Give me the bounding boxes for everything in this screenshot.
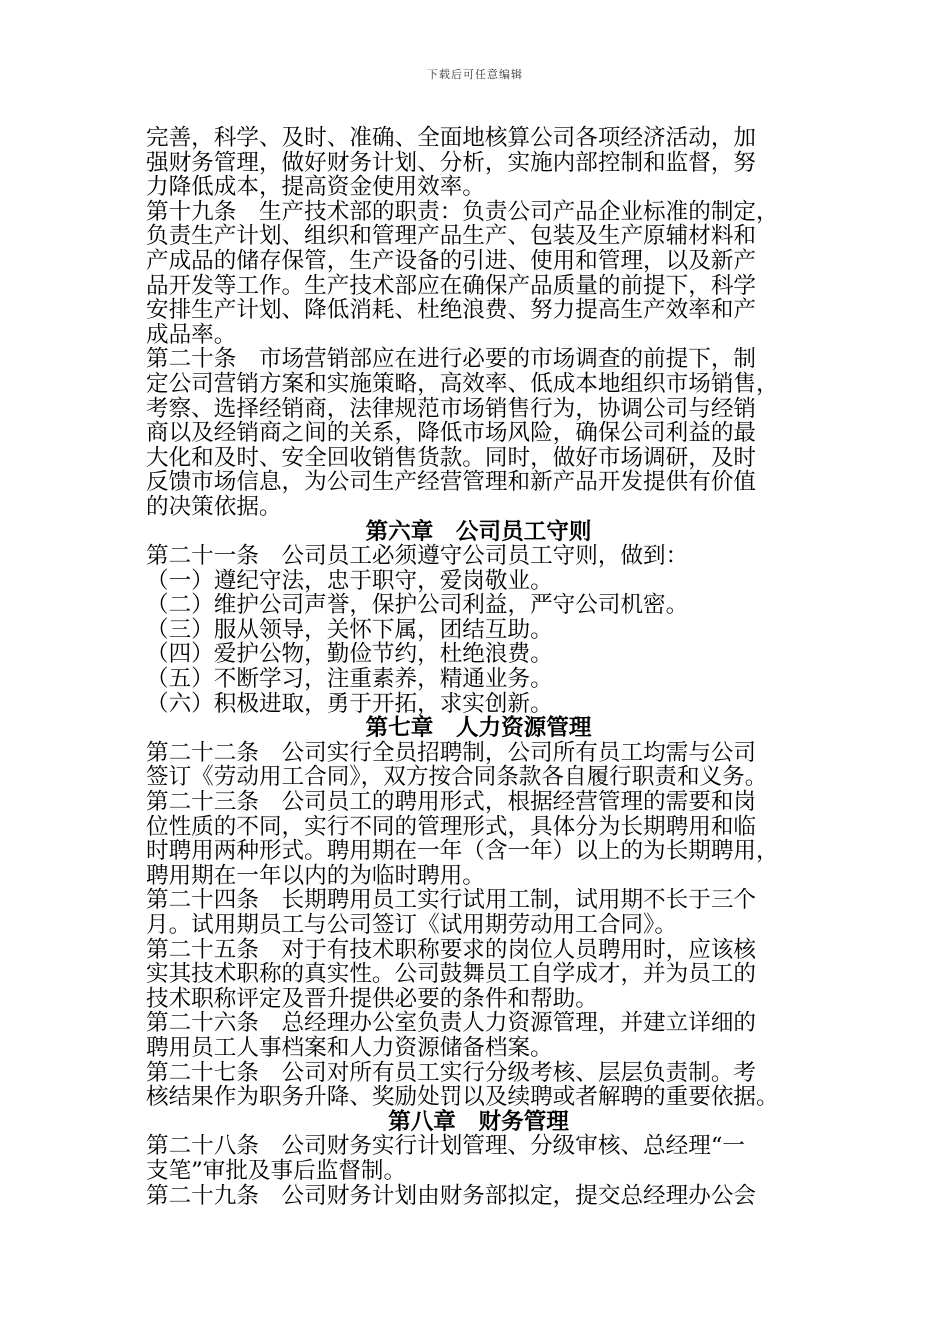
- chapter-heading: 第七章 人力资源管理: [365, 715, 592, 742]
- text-line: 第二十六条 总经理办公室负责人力资源管理，并建立详细的: [146, 1010, 757, 1037]
- document-body: [146, 126, 811, 1208]
- text-line: 位性质的不同，实行不同的管理形式，具体分为长期聘用和临: [146, 813, 757, 840]
- text-line: 第二十九条 公司财务计划由财务部拟定，提交总经理办公会: [146, 1182, 757, 1209]
- text-line: 定公司营销方案和实施策略，高效率、低成本地组织市场销售，: [146, 370, 779, 397]
- text-line: 安排生产计划、降低消耗、杜绝浪费、努力提高生产效率和产: [146, 297, 757, 324]
- text-line: 时聘用两种形式。聘用期在一年（含一年）以上的为长期聘用，: [146, 838, 779, 865]
- text-line: 第二十七条 公司对所有员工实行分级考核、层层负责制。考: [146, 1059, 757, 1086]
- text-line: 核结果作为职务升降、奖励处罚以及续聘或者解聘的重要依据。: [146, 1084, 779, 1111]
- text-line: 第十九条 生产技术部的职责：负责公司产品企业标准的制定，: [146, 198, 779, 225]
- text-line: 考察、选择经销商，法律规范市场销售行为，协调公司与经销: [146, 395, 757, 422]
- text-line: 成品率。: [146, 321, 237, 348]
- text-line: 第二十条 市场营销部应在进行必要的市场调查的前提下，制: [146, 346, 757, 373]
- text-line: 负责生产计划、组织和管理产品生产、包装及生产原辅材料和: [146, 223, 757, 250]
- text-line: 第二十一条 公司员工必须遵守公司员工守则，做到：: [146, 543, 689, 570]
- text-line: （六）积极进取，勇于开拓，求实创新。: [146, 690, 553, 717]
- text-line: 第二十四条 长期聘用员工实行试用工制，试用期不长于三个: [146, 887, 757, 914]
- text-line: 的决策依据。: [146, 493, 282, 520]
- text-line: 月。试用期员工与公司签订《试用期劳动用工合同》。: [146, 912, 677, 938]
- text-line: （五）不断学习，注重素养，精通业务。: [146, 666, 553, 693]
- text-line: 商以及经销商之间的关系，降低市场风险，确保公司利益的最: [146, 420, 757, 447]
- text-line: 第二十二条 公司实行全员招聘制，公司所有员工均需与公司: [146, 739, 757, 766]
- text-line: 第二十八条 公司财务实行计划管理、分级审核、总经理“一: [146, 1133, 745, 1160]
- text-line: 支笔”审批及事后监督制。: [146, 1157, 407, 1184]
- text-line: （三）服从领导，关怀下属，团结互助。: [146, 616, 553, 643]
- text-line: 产成品的储存保管，生产设备的引进、使用和管理，以及新产: [146, 247, 757, 274]
- text-line: （一）遵纪守法，忠于职守，爱岗敬业。: [146, 567, 553, 594]
- header-note: 下载后可任意编辑: [427, 68, 523, 81]
- text-line: 聘用员工人事档案和人力资源储备档案。: [146, 1034, 553, 1061]
- text-line: 聘用期在一年以内的为临时聘用。: [146, 862, 485, 889]
- text-line: 品开发等工作。生产技术部应在确保产品质量的前提下，科学: [146, 272, 757, 299]
- text-line: 强财务管理，做好财务计划、分析，实施内部控制和监督，努: [146, 149, 757, 176]
- text-line: 完善，科学、及时、准确、全面地核算公司各项经济活动，加: [146, 125, 757, 151]
- text-line: 实其技术职称的真实性。公司鼓舞员工自学成才，并为员工的: [146, 961, 757, 988]
- chapter-heading: 第六章 公司员工守则: [365, 518, 592, 545]
- text-line: 第二十五条 对于有技术职称要求的岗位人员聘用时，应该核: [146, 936, 757, 963]
- text-line: 力降低成本，提高资金使用效率。: [146, 174, 485, 201]
- text-line: （四）爱护公物，勤俭节约，杜绝浪费。: [146, 641, 553, 668]
- chapter-heading: 第八章 财务管理: [388, 1108, 569, 1135]
- text-line: （二）维护公司声誉，保护公司利益，严守公司机密。: [146, 592, 689, 619]
- text-line: 第二十三条 公司员工的聘用形式，根据经营管理的需要和岗: [146, 789, 757, 816]
- text-line: 反馈市场信息，为公司生产经营管理和新产品开发提供有价值: [146, 469, 757, 496]
- text-line: 大化和及时、安全回收销售货款。同时，做好市场调研，及时: [146, 444, 757, 471]
- text-line: 技术职称评定及晋升提供必要的条件和帮助。: [146, 985, 598, 1012]
- text-line: 签订《劳动用工合同》，双方按合同条款各自履行职责和义务。: [146, 764, 768, 791]
